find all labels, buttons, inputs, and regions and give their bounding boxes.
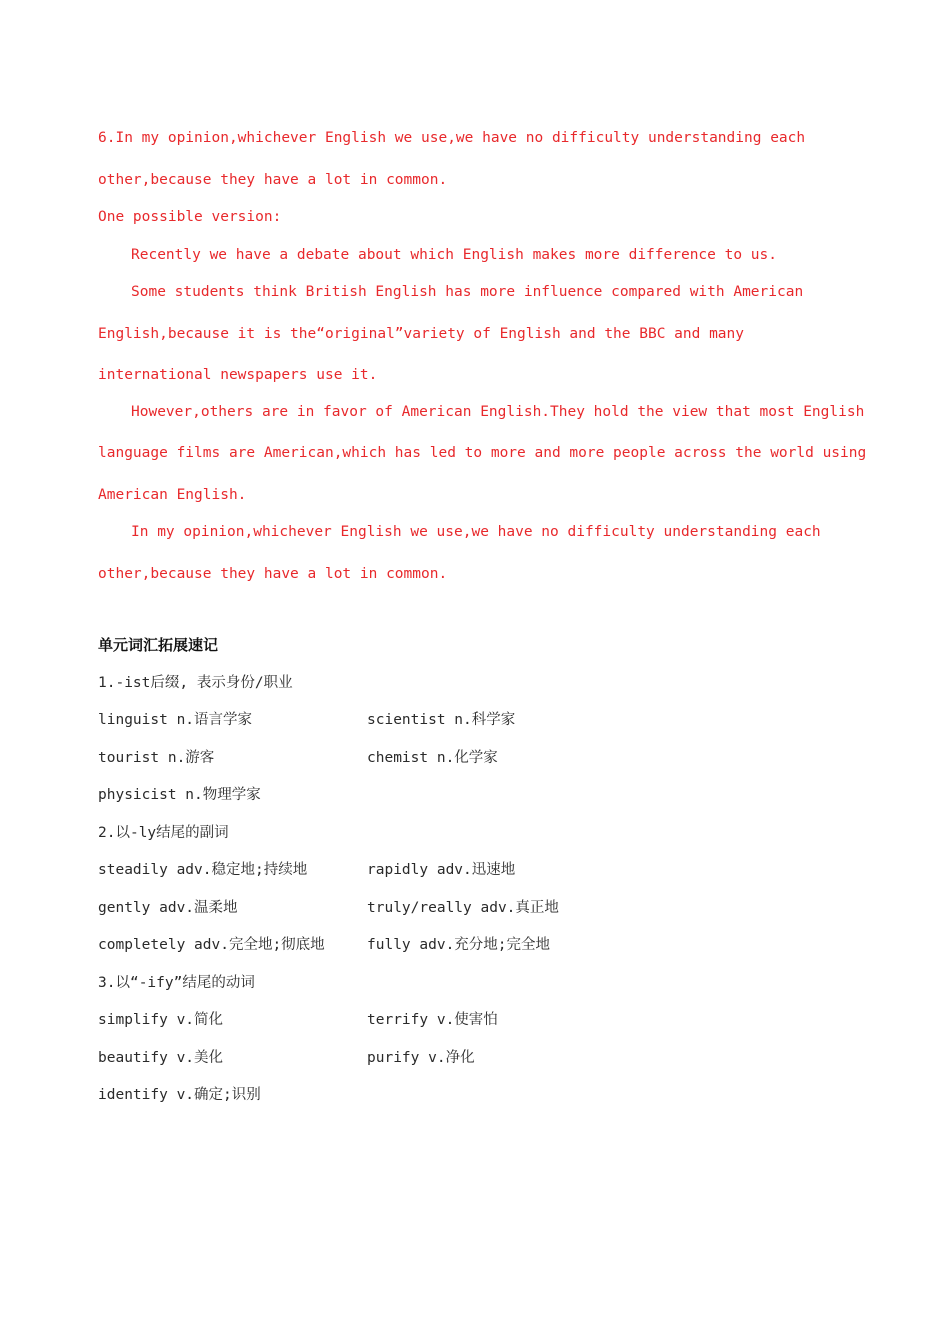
vocab-item: physicist n.物理学家 — [98, 787, 261, 803]
vocab-title: 单元词汇拓展速记 — [98, 636, 219, 654]
vocab-item: linguist n.语言学家 — [98, 712, 253, 728]
vocab-item: steadily adv.稳定地;持续地 — [98, 862, 308, 878]
essay-paragraph-4-line2: other,because they have a lot in common. — [98, 566, 448, 582]
vocab-item: identify v.确定;识别 — [98, 1087, 261, 1103]
vocab-item: tourist n.游客 — [98, 750, 215, 766]
essay-paragraph-2-line2: English,because it is the“original”variety of English and the BBC and many — [98, 326, 745, 342]
essay-paragraph-2-line1: Some students think British English has more influence compared with American — [131, 284, 804, 300]
vocab-item: purify v.净化 — [367, 1050, 475, 1066]
vocab-item: beautify v.美化 — [98, 1050, 224, 1066]
vocab-section-3-heading: 3.以“-ify”结尾的动词 — [98, 975, 255, 991]
essay-paragraph-2-line3: international newspapers use it. — [98, 367, 378, 383]
vocab-item: chemist n.化学家 — [367, 750, 498, 766]
essay-paragraph-3-line1: However,others are in favor of American English.They hold the view that most English — [131, 404, 865, 420]
version-label: One possible version: — [98, 209, 282, 225]
essay-paragraph-3-line3: American English. — [98, 487, 247, 503]
vocab-item: fully adv.充分地;完全地 — [367, 937, 551, 953]
vocab-item: completely adv.完全地;彻底地 — [98, 937, 325, 953]
vocab-section-2-heading: 2.以-ly结尾的副词 — [98, 825, 229, 841]
vocab-item: truly/really adv.真正地 — [367, 900, 559, 916]
vocab-item: simplify v.简化 — [98, 1012, 224, 1028]
vocab-item: scientist n.科学家 — [367, 712, 516, 728]
answer-q6-line2: other,because they have a lot in common. — [98, 172, 448, 188]
answer-q6-line1: 6.In my opinion,whichever English we use,we have no difficulty understanding each — [98, 130, 806, 146]
vocab-item: rapidly adv.迅速地 — [367, 862, 516, 878]
essay-paragraph-1: Recently we have a debate about which English makes more difference to us. — [131, 247, 778, 263]
essay-paragraph-4-line1: In my opinion,whichever English we use,we have no difficulty understanding each — [131, 524, 821, 540]
vocab-section-1-heading: 1.-ist后缀, 表示身份/职业 — [98, 675, 293, 691]
vocab-item: gently adv.温柔地 — [98, 900, 238, 916]
essay-paragraph-3-line2: language films are American,which has led to more and more people across the world using — [98, 445, 867, 461]
vocab-item: terrify v.使害怕 — [367, 1012, 498, 1028]
